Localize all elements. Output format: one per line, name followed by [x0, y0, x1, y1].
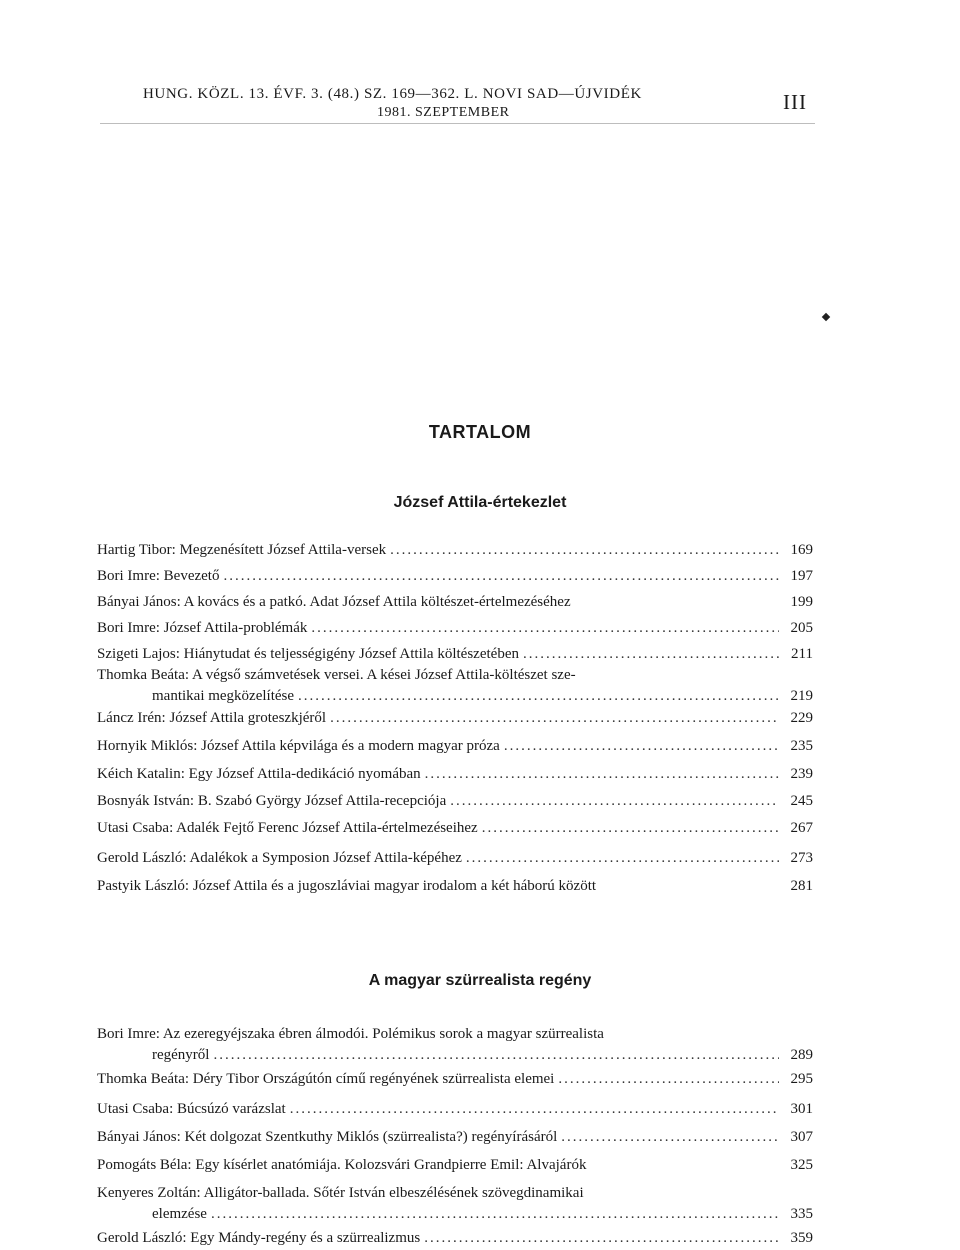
entry-text: Pomogáts Béla: Egy kísérlet anatómiája. Kolozsvári Grandpierre Emil: Alvajárók — [97, 1157, 587, 1173]
dot-leader — [425, 764, 779, 785]
dot-leader — [424, 1228, 779, 1249]
page-title: TARTALOM — [428, 422, 532, 442]
dot-leader — [523, 644, 779, 665]
toc-entry — [97, 1127, 813, 1148]
dot-leader — [466, 848, 779, 869]
entry-text: Gerold László: Egy Mándy-regény és a szürrealizmus — [97, 1230, 421, 1246]
toc-entry — [97, 644, 813, 665]
issue-date: 1981. SZEPTEMBER — [377, 105, 510, 120]
dot-leader — [290, 1099, 779, 1120]
dot-leader — [450, 791, 779, 812]
dot-leader — [213, 1045, 779, 1066]
entry-text: Thomka Beáta: A végső számvetések versei. A kései József Attila-költészet sze- — [97, 667, 576, 683]
entry-page-number: 197 — [790, 568, 813, 584]
dot-leader — [298, 686, 779, 707]
dot-leader — [223, 566, 779, 587]
entry-text: regényről — [152, 1047, 210, 1063]
page-number: III — [783, 90, 807, 114]
toc-entry — [97, 1024, 813, 1066]
toc-entry — [97, 540, 813, 561]
toc-entry — [97, 1069, 813, 1090]
bullet-mark — [822, 313, 830, 321]
toc-entry — [97, 1099, 813, 1120]
entry-page-number: 267 — [790, 820, 813, 836]
entry-text: Utasi Csaba: Adalék Fejtő Ferenc József Attila-értelmezéseihez — [97, 820, 478, 836]
toc-entry — [97, 566, 813, 587]
entry-text: Pastyik László: József Attila és a jugoszláviai magyar irodalom a két háború között — [97, 878, 597, 894]
entry-page-number: 307 — [790, 1129, 813, 1145]
entry-page-number: 335 — [790, 1206, 813, 1222]
entry-text: Láncz Irén: József Attila groteszkjéről — [97, 710, 327, 726]
entry-page-number: 245 — [790, 793, 813, 809]
toc-entry — [97, 618, 813, 639]
entry-page-number: 301 — [790, 1101, 813, 1117]
entry-text: Kéich Katalin: Egy József Attila-dedikáció nyomában — [97, 766, 421, 782]
entry-text: Bányai János: Két dolgozat Szentkuthy Miklós (szürrealista?) regényírásáról — [97, 1129, 558, 1145]
entry-text: Thomka Beáta: Déry Tibor Országútón című regényének szürrealista elemei — [97, 1071, 555, 1087]
entry-text: elemzése — [152, 1206, 207, 1222]
entry-page-number: 235 — [790, 738, 813, 754]
entry-page-number: 295 — [790, 1071, 813, 1087]
header-rule — [100, 123, 815, 124]
entry-text: Bosnyák István: B. Szabó György József Attila-recepciója — [97, 793, 447, 809]
entry-text: Hartig Tibor: Megzenésített József Attila-versek — [97, 542, 387, 558]
entry-page-number: 273 — [790, 850, 813, 866]
entry-text: Hornyik Miklós: József Attila képvilága és a modern magyar próza — [97, 738, 500, 754]
dot-leader — [504, 736, 779, 757]
entry-text: Gerold László: Adalékok a Symposion József Attila-képéhez — [97, 850, 462, 866]
toc-entry — [97, 1155, 813, 1176]
dot-leader — [558, 1069, 779, 1090]
toc-entry — [97, 818, 813, 839]
dot-leader — [311, 618, 779, 639]
entry-page-number: 359 — [790, 1230, 813, 1246]
entry-text: Utasi Csaba: Búcsúzó varázslat — [97, 1101, 286, 1117]
toc-entry — [97, 1228, 813, 1249]
toc-entry — [97, 708, 813, 729]
dot-leader — [330, 708, 779, 729]
entry-page-number: 211 — [791, 646, 813, 662]
toc-entry — [97, 665, 813, 707]
entry-page-number: 281 — [790, 878, 813, 894]
section-title: József Attila-értekezlet — [393, 494, 567, 511]
toc-entry — [97, 876, 813, 897]
entry-page-number: 199 — [790, 594, 813, 610]
toc-entry — [97, 736, 813, 757]
entry-text: Bori Imre: József Attila-problémák — [97, 620, 308, 636]
entry-page-number: 229 — [790, 710, 813, 726]
entry-text: mantikai megközelítése — [152, 688, 295, 704]
journal-citation: HUNG. KÖZL. 13. ÉVF. 3. (48.) SZ. 169—362. L. NOVI SAD—ÚJVIDÉK — [143, 86, 642, 102]
entry-text: Bori Imre: Az ezeregyéjszaka ébren álmodói. Polémikus sorok a magyar szürrealista — [97, 1026, 604, 1042]
section-title: A magyar szürrealista regény — [368, 972, 592, 989]
dot-leader — [482, 818, 779, 839]
dot-leader — [390, 540, 779, 561]
entry-text: Szigeti Lajos: Hiánytudat és teljességigény József Attila költészetében — [97, 646, 519, 662]
toc-entry — [97, 1183, 813, 1225]
entry-text: Bányai János: A kovács és a patkó. Adat József Attila költészet-értelmezéséhez — [97, 594, 571, 610]
toc-entry — [97, 791, 813, 812]
entry-text: Bori Imre: Bevezető — [97, 568, 220, 584]
dot-leader — [211, 1204, 779, 1225]
entry-page-number: 289 — [790, 1047, 813, 1063]
dot-leader — [561, 1127, 779, 1148]
entry-page-number: 219 — [790, 688, 813, 704]
entry-page-number: 205 — [790, 620, 813, 636]
toc-entry — [97, 592, 813, 613]
entry-page-number: 239 — [790, 766, 813, 782]
toc-entry — [97, 848, 813, 869]
entry-text: Kenyeres Zoltán: Alligátor-ballada. Sőtér István elbeszélésének szövegdinamikai — [97, 1185, 584, 1201]
entry-page-number: 169 — [790, 542, 813, 558]
entry-page-number: 325 — [790, 1157, 813, 1173]
toc-entry — [97, 764, 813, 785]
